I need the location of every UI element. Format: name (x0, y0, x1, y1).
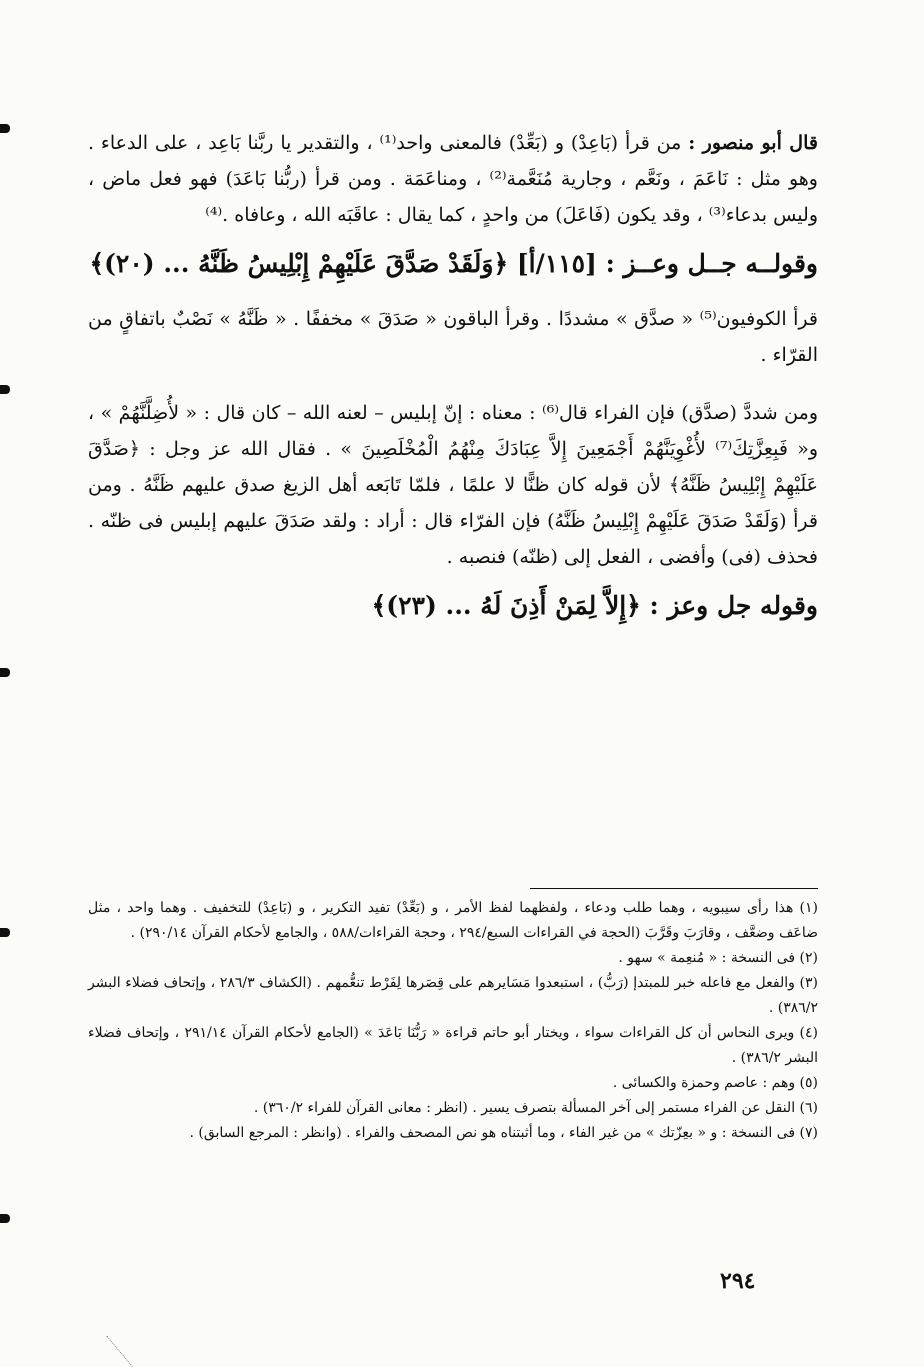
paragraph-1 (88, 125, 818, 233)
verse-heading-1: وقولــه جــل وعــز : [١١٥/أ] ﴿وَلَقَدْ صَدَّقَ عَلَيْهِمْ إِبْلِيسُ ظَنَّهُ ... (٢٠)﴾ (89, 249, 818, 278)
footnote: (٣) والفعل مع فاعله خبر للمبتدإ (رَبُّ) ، استبعدوا مَسَايرهم على قِصَرها لِفَرْط تنعُّمهم . (الكشاف ٢٨٦/٣ ، وإتحاف فضلاء البشر ٣٨٦/٢) . (88, 975, 818, 1016)
footnote: (٤) ويرى النحاس أن كل القراءات سواء ، ويختار أبو حاتم قراءة « رَبُّنَا بَاعَدَ » (الجامع لأحكام القرآن ٢٩١/١٤ ، وإتحاف فضلاء البشر ٣٨٦/٢) . (88, 1025, 818, 1066)
page-body (88, 125, 818, 643)
footnote: (٢) فى النسخة : « مُنعِمة » سهو . (618, 950, 818, 966)
paragraph-2: قرأ الكوفيون⁽⁵⁾ « صدَّق » مشددًا . وقرأ الباقون « صَدَقَ » مخففًا . « ظَنَّهُ » نَصْبٌ باتفاقٍ من القرّاء . (88, 308, 818, 366)
binding-hole-mark (0, 124, 10, 133)
footnote-divider (530, 888, 818, 889)
paragraph-text: من قرأ (بَاعِدْ) و (بَعِّدْ) فالمعنى واحد⁽¹⁾ ، والتقدير يا ربَّنا بَاعِد ، على الدعاء . وهو مثل : نَاعَمَ ، ونَعَّم ، وجارية مُنَعَّمة⁽²⁾ ، ومناعَمَة . ومن قرأ (ربُّنا بَاعَدَ) فهو فعل ماض ، وليس بدعاء⁽³⁾ ، وقد يكون (فَاعَلَ) من واحدٍ ، كما يقال : عاقَبَه الله ، وعافاه .⁽⁴⁾ (88, 132, 818, 226)
footnote: (٦) النقل عن الفراء مستمر إلى آخر المسألة بتصرف يسير . (انظر : معانى القرآن للفراء ٣٦٠/٢) . (253, 1100, 818, 1116)
footnote: (١) هذا رأى سيبويه ، وهما طلب ودعاء ، ولفظهما لفظ الأمر ، و (بَعِّدْ) تفيد التكرير ، و (بَاعِدْ) للتخفيف . وهما واحد ، مثل ضاعَف وضعَّف ، وقارَبَ وقَرَّبَ (الحجة في القراءات السبع/٢٩٤ ، وحجة القراءات/٥٨٨ ، والجامع لأحكام القرآن ٢٩٠/١٤) . (88, 900, 818, 941)
binding-hole-mark (0, 928, 10, 937)
binding-hole-mark (0, 1214, 10, 1223)
page-number: ٢٩٤ (720, 1268, 756, 1294)
scan-speckle (106, 1297, 178, 1367)
binding-hole-mark (0, 385, 10, 394)
verse-heading-2: وقوله جل وعز : ﴿إِلاَّ لِمَنْ أَذِنَ لَهُ ... (٢٣)﴾ (371, 591, 818, 620)
footnotes (88, 896, 818, 1146)
paragraph-3: ومن شددَّ (صدَّق) فإن الفراء قال⁽⁶⁾ : معناه : إنّ إبليس – لعنه الله – كان قال : « لأُضِلَّنَّهُمْ » ، و« فَبِعِزَّتِكَ⁽⁷⁾ لأُغْوِيَنَّهُمْ أَجْمَعِينَ إِلاَّ عِبَادَكَ مِنْهُمُ الْمُخْلَصِينَ » . فقال الله عز وجل : ﴿صَدَّقَ عَلَيْهِمْ إِبْلِيسُ ظَنَّهُ﴾ لأن قوله كان ظنًّا لا علمًا ، فلمّا تَابَعه أهل الزيغ صدق عليهم ظَنَّهُ . ومن قرأ (وَلَقَدْ صَدَقَ عَلَيْهِمْ إِبْلِيسُ ظَنَّهُ) فإن الفرّاء قال : أراد : ولقد صَدَقَ عليهم إبليس فى ظنّه . فحذف (فى) وأفضى ، الفعل إلى (ظنّه) فنصبه . (88, 402, 818, 568)
footnote: (٥) وهم : عاصم وحمزة والكسائى . (612, 1075, 818, 1091)
paragraph-lead: قال أبو منصور : (688, 132, 818, 154)
spacer (88, 373, 818, 395)
footnote: (٧) فى النسخة : و « بعِزّتك » من غير الفاء ، وما أثبتناه هو نص المصحف والفراء . (وانظر : المرجع السابق) . (189, 1125, 818, 1141)
binding-hole-mark (0, 668, 10, 677)
